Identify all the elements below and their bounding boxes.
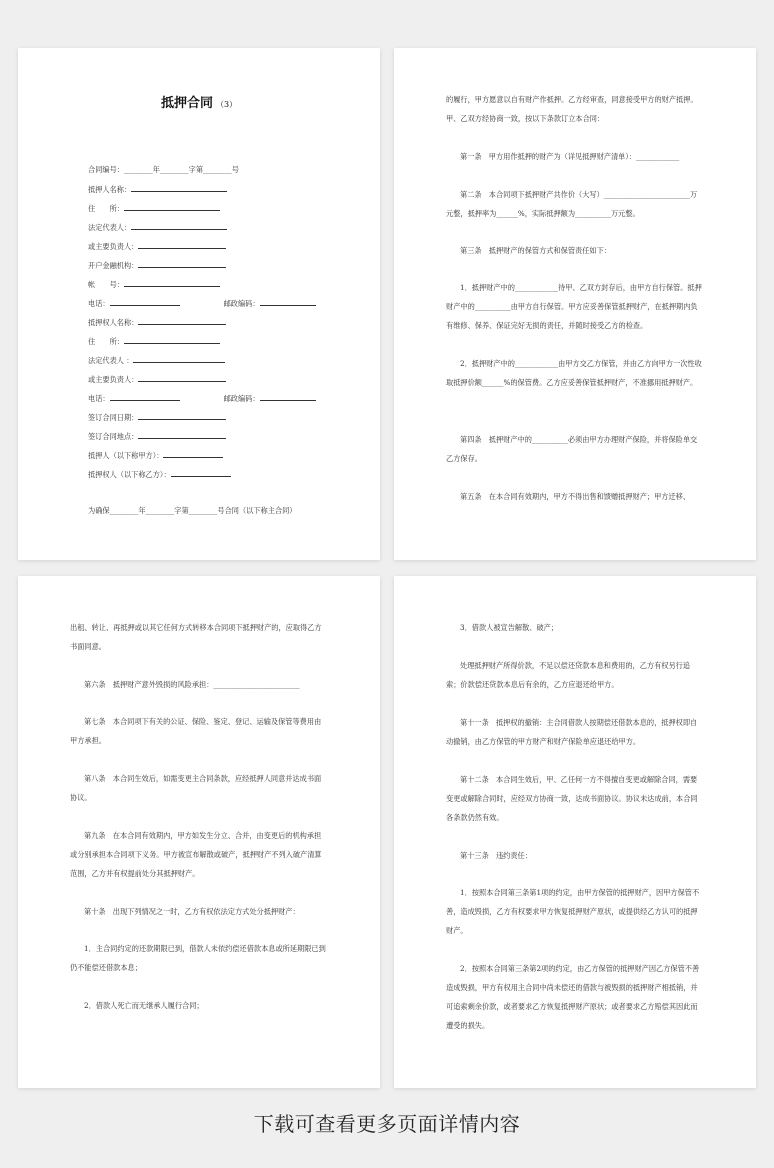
document-page-3: [18, 576, 380, 1088]
paragraph: 1．按照本合同第三条第1项的约定，由甲方保管的抵押财产，因甲方保管不善，造成毁损，乙方有权要求甲方恢复抵押财产原状，或提供经乙方认可的抵押财产。: [446, 888, 700, 935]
paragraph: 出租、转让、再抵押或以其它任何方式转移本合同项下抵押财产的，应取得乙方书面同意。: [70, 623, 322, 651]
paragraph: 2．借款人死亡而无继承人履行合同；: [84, 1001, 204, 1010]
paragraph: 第七条 本合同项下有关的公证、保险、鉴定、登记、运输及保管等费用由甲方承担。: [70, 717, 322, 745]
field-row: 开户金融机构：: [88, 260, 226, 271]
paragraph: 处理抵押财产所得价款，不足以偿还贷款本息和费用的，乙方有权另行追索；价款偿还贷款本息后有余的，乙方应退还给甲方。: [446, 661, 691, 689]
paragraph: 3．借款人被宣告解散、破产；: [460, 623, 559, 632]
paragraph: 2．抵押财产中的____________由甲方交乙方保管，并由乙方向甲方一次性收取抵押价额______%的保管费。乙方应妥善保管抵押财产，不准挪用抵押财产。: [446, 359, 702, 387]
field-row: 电话： 邮政编码：: [88, 298, 316, 309]
paragraph: 第六条 抵押财产意外毁损的风险承担：________________________: [84, 680, 300, 689]
document-page-2: [394, 48, 756, 560]
paragraph: 第十条 出现下列情况之一时，乙方有权依法定方式处分抵押财产：: [84, 907, 300, 916]
intro-line: 为确保________年________字第________号合同（以下称主合同）: [88, 506, 297, 515]
contract-number: 合同编号：________年________字第________号: [88, 165, 239, 174]
document-page-4: [394, 576, 756, 1088]
paragraph: 第九条 在本合同有效期内，甲方如发生分立、合并，由变更后的机构承担或分别承担本合同项下义务。甲方被宣布解散或破产，抵押财产不列入破产清算范围，乙方并有权提前处分其抵押财产。: [70, 831, 322, 878]
field-row: 抵押权人名称：: [88, 317, 226, 328]
paragraph: 第四条 抵押财产中的__________必须由甲方办理财产保险，并将保险单交乙方保存。: [446, 435, 698, 463]
paragraph: 第八条 本合同生效后，如需变更主合同条款，应经抵押人同意并达成书面协议。: [70, 774, 322, 802]
field-row: 住 所：: [88, 203, 220, 214]
field-row: 帐 号：: [88, 279, 220, 290]
field-row: 法定代表人 ：: [88, 355, 225, 366]
paragraph: 第一条 甲方用作抵押的财产为（详见抵押财产清单）：____________: [460, 152, 680, 161]
paragraph: 2．按照本合同第三条第2项的约定，由乙方保管的抵押财产因乙方保管不善造成毁损，甲方有权用主合同中尚未偿还的借款与被毁损的抵押财产相抵销，并可追索剩余价款，或者要求乙方恢复抵押财产原状；或者要求乙方赔偿其因此而遭受的损失。: [446, 964, 700, 1030]
paragraph: 第五条 在本合同有效期内，甲方不得出售和馈赠抵押财产；甲方迁移、: [460, 492, 691, 501]
field-row: 抵押人（以下称甲方）：: [88, 450, 223, 461]
field-row: 抵押人名称：: [88, 184, 227, 195]
paragraph: 第二条 本合同项下抵押财产共作价（大写）________________________万元整，抵押率为______%，实际抵押额为__________万元整。: [446, 190, 698, 218]
paragraph: 第三条 抵押财产的保管方式和保管责任如下：: [460, 246, 611, 255]
field-row: 签订合同日期：: [88, 412, 226, 423]
paragraph: 第十二条 本合同生效后，甲、乙任何一方不得擅自变更或解除合同，需要变更或解除合同时，应经双方协商一致，达成书面协议。协议未达成前，本合同各条款仍然有效。: [446, 775, 698, 822]
field-row: 住 所：: [88, 336, 220, 347]
field-row: 抵押权人（以下称乙方）：: [88, 469, 231, 480]
contract-title: 抵押合同 （3）: [160, 96, 238, 111]
paragraph: 1．主合同约定的还款期限已到，借款人未依约偿还借款本息或所延期限已到仍不能偿还借款本息；: [70, 944, 326, 972]
field-row: 电话： 邮政编码：: [88, 393, 316, 404]
paragraph: 的履行，甲方愿意以自有财产作抵押。乙方经审查，同意接受甲方的财产抵押。甲、乙双方经协商一致，按以下条款订立本合同：: [446, 95, 698, 123]
field-row: 签订合同地点：: [88, 431, 226, 442]
download-prompt[interactable]: 下载可查看更多页面详情内容: [253, 1112, 521, 1136]
field-row: 法定代表人：: [88, 222, 227, 233]
paragraph: 1．抵押财产中的____________待甲、乙双方封存后，由甲方自行保管。抵押财产中的__________由甲方自行保管。甲方应妥善保管抵押财产，在抵押期内负有维修、保养、保证完好无损的责任，并随时接受乙方的检查。: [446, 283, 702, 330]
field-row: 或主要负责人：: [88, 374, 226, 385]
paragraph: 第十三条 违约责任：: [460, 851, 532, 860]
field-row: 或主要负责人：: [88, 241, 226, 252]
document-page-1: [18, 48, 380, 560]
paragraph: 第十一条 抵押权的撤销：主合同借款人按期偿还借款本息的，抵押权即自动撤销，由乙方保管的甲方财产和财产保险单应退还给甲方。: [446, 718, 698, 746]
